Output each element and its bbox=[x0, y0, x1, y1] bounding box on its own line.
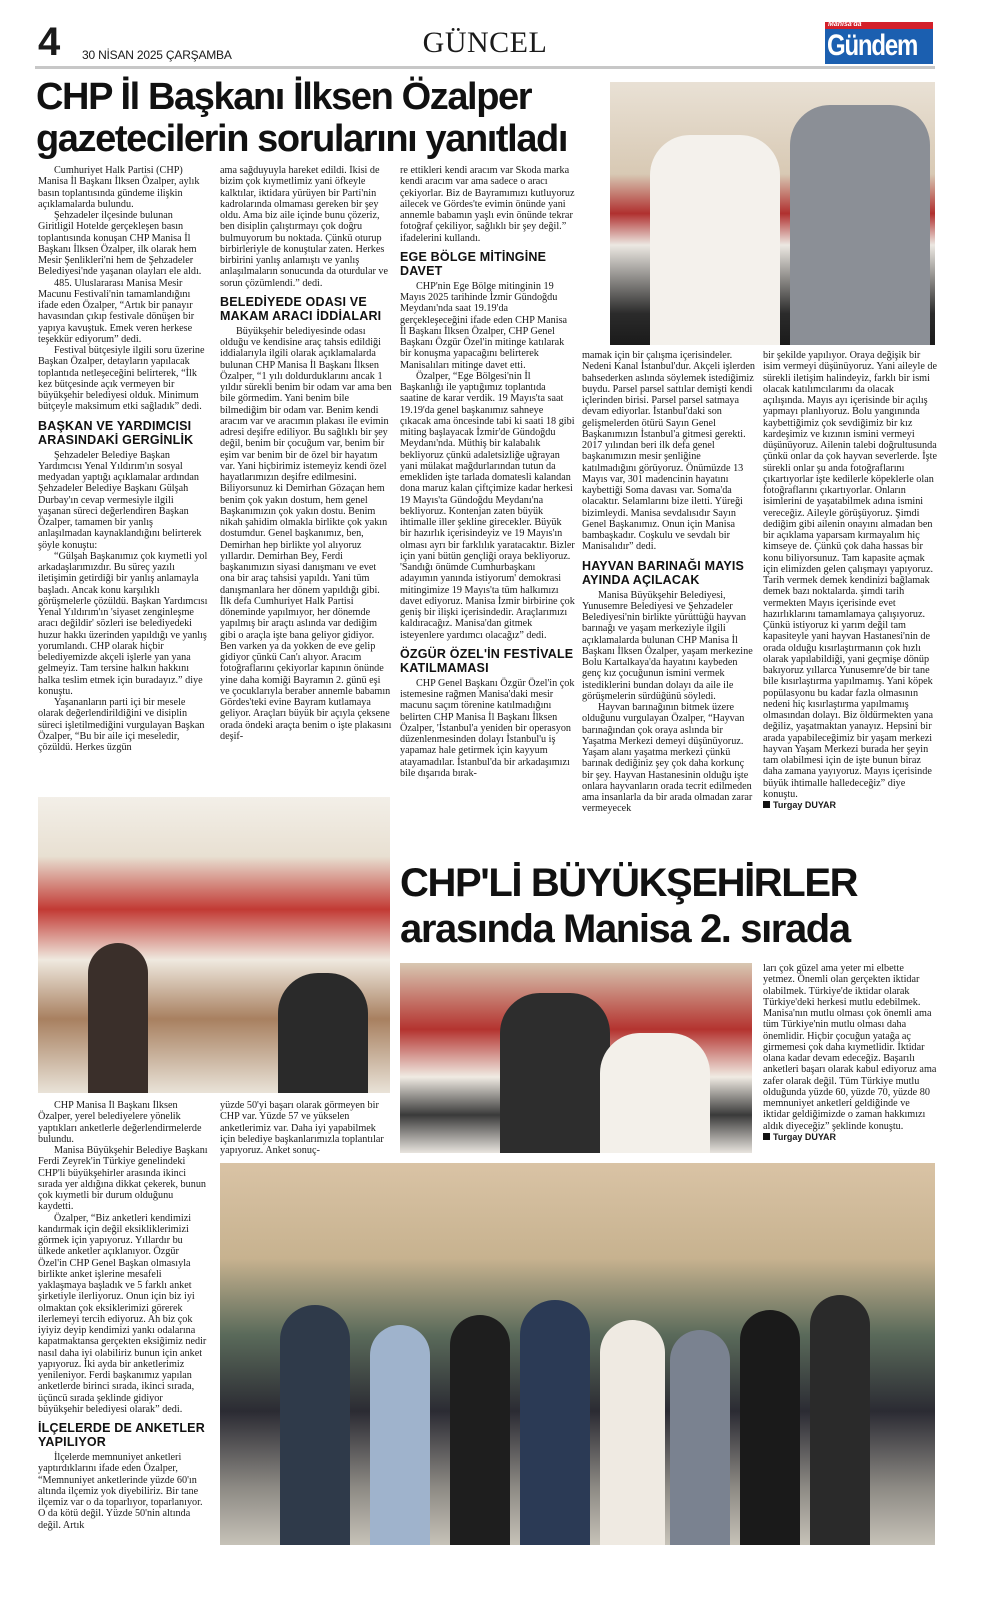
paragraph: ama sağduyuyla hareket edildi. İkisi de bizim çok kıymetlimiz yani öfkeyle kalktılar, iktidara yürüyen bir Parti'nin kadrolarında olmaması gereken bir şey oldu. Ama biz aile içinde bunu çözeriz, ben disiplin çalıştırmayı çok doğru bulmuyorum bu noktada. Çünkü oturup birbirleriyle de konuştular zaten. Herkes birbirini yanlış anlamıştı ve yanlış anlaşılmaların sonucunda da oturdular ve sorun çözümlendi.” dedi. bbox=[220, 165, 389, 289]
photo-group-outside-building bbox=[220, 1163, 935, 1545]
article1-headline bbox=[36, 76, 636, 160]
article2-column-3 bbox=[763, 963, 937, 1158]
person-figure bbox=[370, 1325, 430, 1545]
paragraph: Şehzadeler Belediye Başkan Yardımcısı Yenal Yıldırım'ın sosyal medyadan yaptığı açıklamalar ardından Şehzadeler Belediye Başkanı Gülşah Durbay'ın cevap vermesiyle ilgili yaşanan süreci değerlendiren Başkan Özalper, tamamen bir yanlış anlaşılmadan kaynaklandığını belirterek şöyle konuştu: bbox=[38, 449, 202, 551]
paragraph: İlçelerde memnuniyet anketleri yaptırdıklarını ifade eden Özalper, “Memnuniyet anketlerinde yüzde 60'ın altında ilçemiz yok diyebiliriz. Bir tane ilçemiz var o da toparlıyor, toparlanıyor. O da kötü değil. Yüzde 50'nin altında değil. Artık bbox=[38, 1452, 203, 1531]
paragraph: mamak için bir çalışma içerisindeler. Nedeni Kanal İstanbul'dur. Akçeli işlerden bahsederken aslında söylemek istediğimiz buydu. Parsel parsel sattılar demişti kendi içlerinden birisi. Parsel parsel satmaya devam ediyorlar. İstanbul'daki son gelişmelerden ötürü Sayın Genel Başkanımızın İstanbul'a gitmesi gerekti. 2017 yılından beri ilk defa genel başkanımızın mesir şenliğine katılmadığını görüyoruz. Önümüzde 13 Mayıs var, 301 madencinin hayatını kaybettiği Soma davası var. Soma'da olacaktır. Selamlarını bize iletti. Yüreği bizimleydi. Manisa sevdalısıdır Sayın Genel Başkanımız. Onun için Manisa bambaşkadır. Coşkulu ve sevdalı bir Manisalıdır” dedi. bbox=[582, 350, 755, 553]
photo-meeting-table bbox=[400, 963, 752, 1153]
photo-ozalper-press-conference bbox=[610, 82, 935, 345]
page-number: 4 bbox=[38, 20, 61, 64]
person-figure bbox=[520, 1300, 590, 1545]
article1-column-3 bbox=[400, 165, 575, 853]
person-figure bbox=[790, 105, 930, 345]
paragraph: ları çok güzel ama yeter mi elbette yetmez. Önemli olan gerçekten iktidar olabilmek. Türkiye'de iktidar olarak Türkiye'deki herkesi mutlu edebilmek. Manisa'nın mutlu olması çok önemli ama tüm Türkiye'nin mutlu olması daha önemlidir. Hiçbir çocuğun yatağa aç girmemesi çok daha kıymetlidir. İktidar olana kadar devam edeceğiz. Başarılı anketleri başarı olarak kabul ediyoruz ama zafer olarak değil. Tüm Türkiye mutlu olduğunda yüzde 60, yüzde 70, yüzde 80 memnuniyet anketleri geldiğinde ve iktidar geldiğimizde o zaman hakkımızı aldık diyeceğiz” şeklinde konuştu. bbox=[763, 963, 937, 1132]
newspaper-logo bbox=[825, 22, 933, 64]
article1-column-1 bbox=[38, 165, 208, 793]
paragraph: Yaşananların parti içi bir mesele olarak değerlendirildiğini ve disiplin süreci işletilmediğini vurgulayan Başkan Özalper, “Bu bir aile içi meseledir, çözüldü. Herkes üzgün bbox=[38, 697, 205, 753]
article2-column-1 bbox=[38, 1100, 210, 1568]
person-figure bbox=[450, 1315, 510, 1545]
article1-column-2 bbox=[220, 165, 392, 793]
article1-column-4 bbox=[582, 350, 757, 855]
article2-column-2 bbox=[220, 1100, 392, 1160]
paragraph: Şehzadeler ilçesinde bulunan Giritligil Hotelde gerçekleşen basın toplantısında konuşan CHP Manisa İl Başkanı İlksen Özalper, ilk olarak hem Mesir Şenlikleri'ni hem de Şehzadeler Belediyesi'nde yaşanan olayları ele aldı. bbox=[38, 210, 202, 278]
article2-headline bbox=[400, 860, 940, 952]
logo-small-text: Manisa'da bbox=[828, 21, 862, 28]
paragraph: Manisa Büyükşehir Belediye Başkanı Ferdi Zeyrek'in Türkiye genelindeki CHP'li büyükşehirler arasında ikinci sırada yer aldığına dikkat çekerek, bunun çok kıymetli bir durum olduğunu kaydetti. bbox=[38, 1145, 208, 1213]
paragraph: Festival bütçesiyle ilgili soru üzerine Başkan Özalper, detayların yapılacak toplantıda netleşeceğini belirterek, “İlk kez bütçesinde açık vermeyen bir büyükşehir belediyesi olduk. Minimum bütçeyle maksimum etki sağladık” dedi. bbox=[38, 345, 205, 413]
paragraph: re ettikleri kendi aracım var Skoda marka kendi aracım var ama sadece o aracı çekiyorlar. Biz de Bayramımızı kutluyoruz ailecek ve Gördes'te evimin önünde yani annemle babamın yaşlı evin önünde tekrar fotoğraf çekiliyor, sağlıklı bir şey değil.” ifadelerini kullandı. bbox=[400, 165, 575, 244]
headline-line: CHP İl Başkanı İlksen Özalper bbox=[36, 76, 532, 118]
paragraph: Büyükşehir belediyesinde odası olduğu ve kendisine araç tahsis edildiği iddialarıyla ilgili olarak açıklamalarda bulunan CHP Manisa İl Başkanı İlksen Özalper, “1 yılı doldurduklarını ancak 1 yıldır sürekli benim bir odam var ama ben bile görmedim. Yani benim bile bilmediğim bir odam var. Benim kendi aracım var ve aracımın plakası ile evimin adresi deşifre ediliyor. Bu sağlıklı bir şey değil, benim bir çocuğum var, benim bir eşim var benim bir de özel bir hayatım var. Yani hiçbirimiz istemeyiz kendi özel hayatlarımızın deşifre edilmesini. Biliyorsunuz ki Demirhan Gözaçan hem benim çok yakın dostum, hem genel Başkanımızın çok yakın dostu. Benim nikah şahidim olmakla birlikte çok yakın dostumdur. Genel başkanımız, ben, Demirhan hep birlikte yol alıyoruz yıllardır. Demirhan Bey, Ferdi başkanımızın siyasi danışmanı ve evet ona bir araç tahsisi yapıldı. Yani tüm danışmanlara her dönem yapıldığı gibi. İlk defa Cumhuriyet Halk Partisi döneminde yapılmıyor, her dönemde yapılmış bir araçtı aslında var dediğim gibi o araçla işte bana geliyor gidiyor. Ben varken ya da yokken de eve gelip gidiyor çünkü Can'ı alıyor. Aracım fotoğraflarını çekiyorlar kapının önünde yine daha komiği Bayramın 2. günü eşi ve çocuklarıyla beraber annemle babamın Gördes'teki evine Bayram kutlamaya geliyor. Araçları büyük bir açıyla çeksene orada öndeki araçta benim o işte plakasını deşif- bbox=[220, 325, 392, 742]
paragraph: 485. Uluslararası Manisa Mesir Macunu Festivali'nin tamamlandığını ifade eden Özalper, “Artık bir panayır havasından çıkıp festivale dönüşen bir yapıya kavuştuk. Emek veren herkese teşekkür ediyorum” dedi. bbox=[38, 277, 195, 345]
headline-line: gazetecilerin sorularını yanıtladı bbox=[36, 118, 568, 160]
paragraph: Özalper, “Biz anketleri kendimizi kandırmak için değil eksikliklerimizi görmek için yapıyoruz. Yıllardır bu ülkede anketler açıklanıyor. Özgür Özel'in CHP Genel Başkan olmasıyla birlikte anket işlerine mesafeli yaklaşmaya başladık ve 5 farklı anket şirketiyle ilerliyoruz. Onun için biz iyi olmaktan çok eksiklerimizi görerek ilerlemeyi tercih ediyoruz. Ah biz çok iyiyiz deyip kendimizi yankı odalarına kapatmaktansa gerçekten eksiğimiz nedir nasıl daha iyi olabiliriz bunun için anket yapıyoruz. İki ayda bir anketlerimiz yenileniyor. Ferdi başkanımız yapılan anketlerde birinci sırada, ikinci sırada, üçüncü sırada şeklinde gidiyor büyükşehir belediyesi olarak” dedi. bbox=[38, 1212, 207, 1415]
paragraph: yüzde 50'yi başarı olarak görmeyen bir CHP var. Yüzde 57 ve yükselen anketlerimiz var. Daha iyi yapabilmek için belediye başkanlarımızla toplantılar yapıyoruz. Anket sonuç- bbox=[220, 1100, 384, 1156]
subheading: EGE BÖLGE MİTİNGİNE DAVET bbox=[400, 249, 547, 278]
subheading: İLÇELERDE DE ANKETLER YAPILIYOR bbox=[38, 1421, 205, 1449]
subheading: ÖZGÜR ÖZEL'İN FESTİVALE KATILMAMASI bbox=[400, 646, 574, 675]
person-figure bbox=[740, 1310, 800, 1545]
person-figure bbox=[88, 943, 148, 1093]
subheading: HAYVAN BARINAĞI MAYIS AYINDA AÇILACAK bbox=[582, 558, 745, 587]
paragraph: “Gülşah Başkanımız çok kıymetli yol arkadaşlarımızdır. Bu süreç yazılı iletişimin getirdiği bir yanlış anlamayla başladı. Ancak konu karşılıklı görüşmelerle çözüldü. Başkan Yardımcısı Yenal Yıldırım'ın 'siyaset zenginleşme aracı değildir' sözleri ise belediyedeki huzur hakkı üzerinden yapıldığı ve yanlış yorumlandı. CHP olarak hiçbir belediyemizde akçeli işlerle yan yana gelmeyiz. Tam tersine halkın hakkını halka teslim etmek için buradayız.” diye konuştu. bbox=[38, 550, 208, 697]
person-figure bbox=[600, 1033, 710, 1153]
person-figure bbox=[280, 1305, 350, 1545]
byline: Turgay DUYAR bbox=[763, 800, 937, 811]
subheading: BAŞKAN VE YARDIMCISI ARASINDAKİ GERGİNLİK bbox=[38, 418, 194, 447]
person-figure bbox=[600, 1320, 665, 1545]
issue-date: 30 NİSAN 2025 ÇARŞAMBA bbox=[82, 48, 232, 62]
section-title: GÜNCEL bbox=[422, 26, 548, 59]
paragraph: Cumhuriyet Halk Partisi (CHP) Manisa İl Başkanı İlksen Özalper, aylık basın toplantısında gündeme ilişkin açıklamalarda bulundu. bbox=[38, 165, 200, 210]
paragraph: Hayvan barınağının bitmek üzere olduğunu vurgulayan Özalper, “Hayvan barınağından çok oraya aslında bir Yaşatma Merkezi demeyi düşünüyoruz. Yaşam alanı yaşatma merkezi çünkü barınak dediğiniz şey çok daha korkunç bir şey. Hayvan Hastanesinin olduğu işte onlara hayvanların orada tecrit edilmeden ama insanlarla da bir arada olmadan zarar vermeyecek bbox=[582, 702, 753, 815]
logo-main-text: Gündem bbox=[827, 29, 918, 62]
person-figure bbox=[278, 973, 368, 1093]
person-figure bbox=[670, 1330, 730, 1545]
paragraph: CHP'nin Ege Bölge mitinginin 19 Mayıs 2025 tarihinde İzmir Gündoğdu Meydanı'nda saat 19.19'da gerçekleşeceğini ifade eden CHP Manisa İl Başkanı İlksen Özalper, CHP Genel Başkanı Özgür Özel'in mitinge katılarak bir konuşma yapacağını belirterek Manisalıları mitinge davet etti. bbox=[400, 280, 568, 371]
article1-column-5 bbox=[763, 350, 937, 860]
photo-press-conference-room bbox=[38, 797, 390, 1093]
paragraph: CHP Genel Başkanı Özgür Özel'in çok istemesine rağmen Manisa'daki mesir macunu saçım törenine katılmadığını belirten CHP Manisa İl Başkanı İlksen Özalper, 'İstanbul'a yeniden bir operasyon düzenlenmesinden dolayı İstanbul'u iş yapamaz hale getirmek için kayyum atayamadılar. İstanbul'da bir arkadaşımızı bile dışarıda bırak- bbox=[400, 677, 575, 779]
paragraph: bir şekilde yapılıyor. Oraya değişik bir isim vermeyi düşünüyoruz. Yani aileyle de sürekli iletişim halindeyiz, farklı bir ismi olacak katılımcılarımı da olacak açılışında. Mayıs ayı içerisinde bir açılış yapmayı planlıyoruz. Bolu yangınında kaybettiğimiz çok sevdiğimiz bir kız kardeşimiz ve kızının ismini vermeyi düşünüyoruz. Ailenin talebi doğrultusunda çünkü onlar da çok hayvan severlerde. İşte sürekli onlar şu anda fotoğraflarını çıkartıyorlar işte kedilerle köpeklerle olan fotoğraflarını çıkartıyorlar. Onların isimlerini de yaşatabilmek adına ismini vereceğiz. Aileyle görüşüyoruz. Şimdi dediğim gibi ailenin onayını almadan ben bir açıklama yaparsam kırmayalım hiç kimseye de. Çünkü çok daha hassas bir konu biliyorsunuz. Tam kapasite açmak için elimizden gelen çalışmayı yapıyoruz. Tarih vermek demek kendinizi bağlamak demek bazı noktalarda. şimdi tarih vermekten Mayıs içerisinde evet hazırlıklarını tamamlamaya çalışıyoruz. Çünkü istiyoruz ki yarım değil tam kapasiteyle yani hayvan Hastanesi'nin de orada olduğu kısırlaştırmanın çok hızlı olarak yapılabildiği, yani geçmişe dönüp bakıyoruz yıllarca Yunusemre'de bir tane bile kısırlaştırma yapılmamış. Yani köpek popülasyonu bu kadar fazla olmasının nedeni hiç kısırlaştırma yapılmamış olmasından dolayı. Biz öldürmekten yana değiliz, yaşatmaktan yanayız. Hepsini bir arada yapabileceğimiz bir yaşam merkezi hayvan Yaşam Merkezi burada her şeyin tam olabilmesi için de işte bunun biraz daha zamana yayıyoruz. Mayıs içerisinde büyük ihtimalle halledeceğiz” diye konuştu. bbox=[763, 350, 937, 800]
person-figure bbox=[810, 1295, 870, 1545]
paragraph: Özalper, “Ege Bölgesi'nin İl Başkanlığı ile yaptığımız toplantıda saatine de karar verdik. 19 Mayıs'ta saat 19.19'da genel başkanımız sahneye çıkacak ama öncesinde tabi ki saati 18 gibi miting başlayacak İzmir'de Gündoğdu Meydanı'nda. Müthiş bir kalabalık bekliyoruz çünkü adaletsizliğe uğrayan yani mülakat mağdurlarından tutun da emekliden işte tarlada domatesli kalandan dona maruz kalan çiftçimize kadar herkesi 19 Mayıs'ta Gündoğdu Meydanı'na bekliyoruz. Kontenjan zaten büyük ihtimalle iller şekline girecekler. Büyük bir hazırlık içerisindeyiz ve 19 Mayıs'ın olması ayrı bir farklılık yaratacaktır. Bizler için yani bütün gençliği oraya bekliyoruz. 'Sandığı önümde Cumhurbaşkanı adayımın yanında istiyorum' demokrasi mitingimize 19 Mayıs'ta tüm halkımızı davet ediyoruz. Manisa İzmir birbirine çok geniş bir ilişki içerisindedir. Araçlarımızı kaldıracağız. Manisa'dan gitmek isteyenlere yardımcı olacağız” dedi. bbox=[400, 370, 575, 641]
subheading: BELEDİYEDE ODASI VE MAKAM ARACI İDDİALARI bbox=[220, 294, 382, 323]
byline: Turgay DUYAR bbox=[763, 1132, 937, 1143]
paragraph: Manisa Büyükşehir Belediyesi, Yunusemre Belediyesi ve Şehzadeler Belediyesi'nin birlikte yürüttüğü hayvan barınağı ve yaşam merkeziyle ilgili açıklamalarda bulunan CHP Manisa İl Başkanı İlksen Özalper, yaşam merkezine Bolu Kartalkaya'da hayatını kaybeden genç kız çocuğunun ismini vermek istediklerini bundan dolayı da aile ile görüşmelerin sürdüğünü söyledi. bbox=[582, 589, 753, 702]
header-divider bbox=[35, 66, 935, 69]
person-figure bbox=[650, 135, 780, 345]
headline-line: CHP'Lİ BÜYÜKŞEHİRLER bbox=[400, 861, 858, 905]
headline-line: arasında Manisa 2. sırada bbox=[400, 907, 850, 951]
person-figure bbox=[500, 993, 610, 1153]
paragraph: CHP Manisa İl Başkanı İlksen Özalper, yerel belediyelere yönelik yaptıkları anketlerle değerlendirmelerde bulundu. bbox=[38, 1100, 202, 1145]
